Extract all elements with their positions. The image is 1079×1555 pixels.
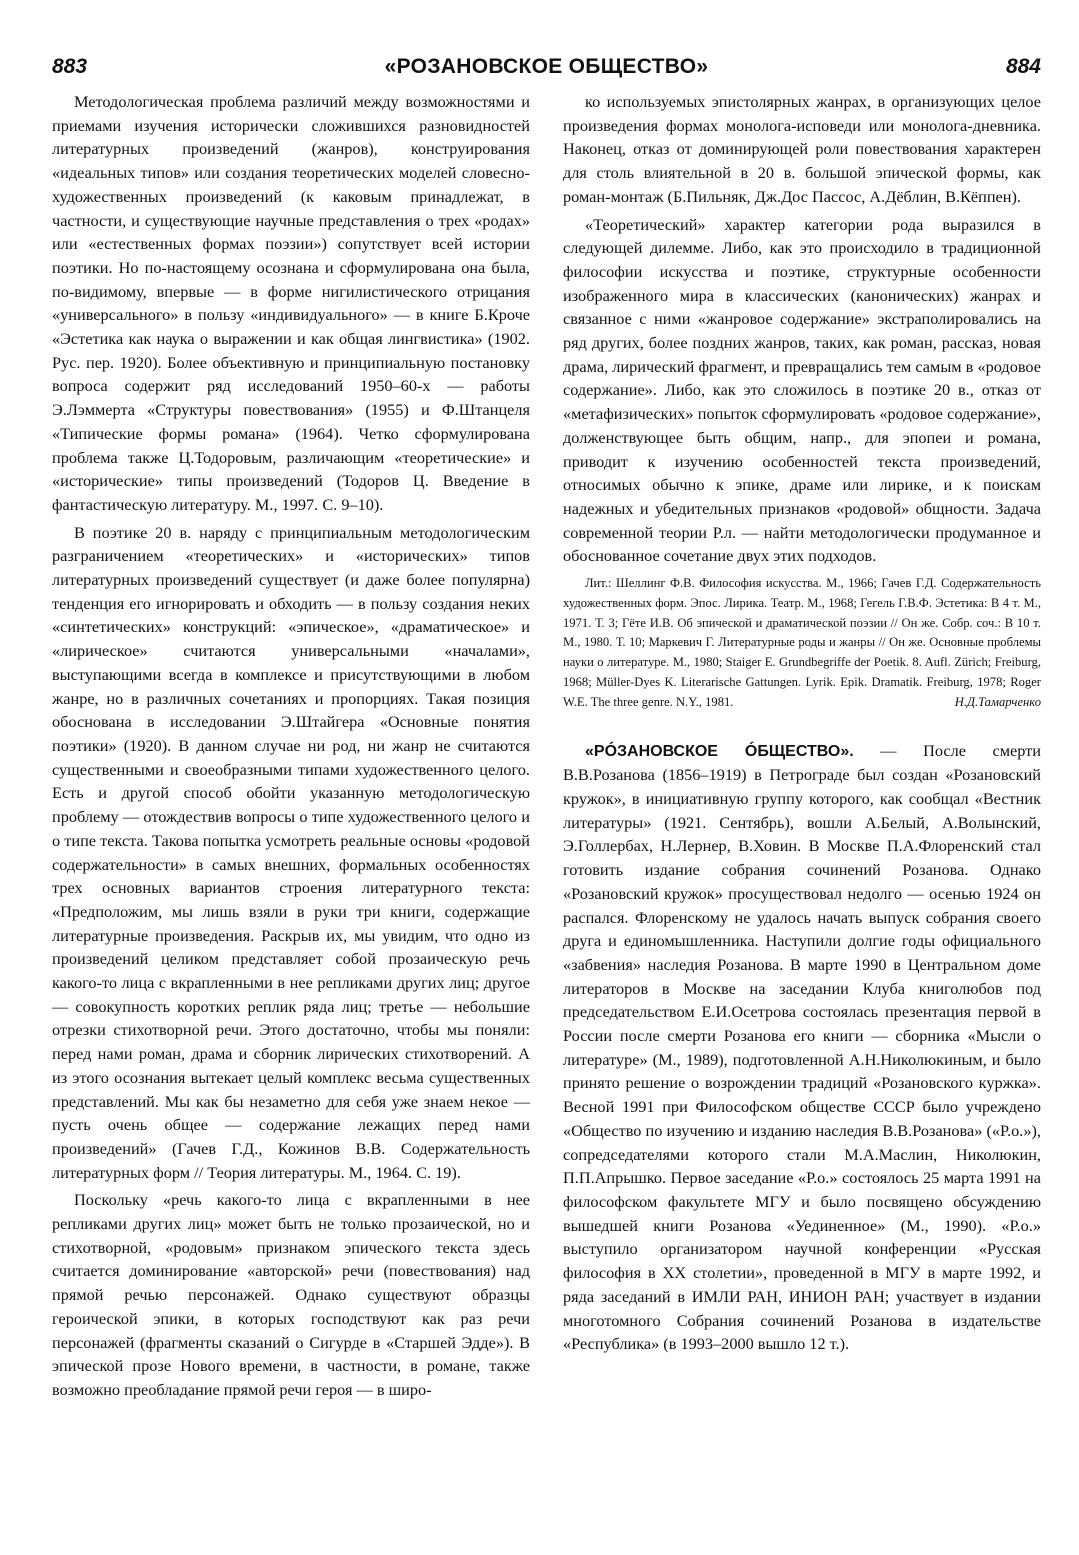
article-body: — После смерти В.В.Розанова (1856–1919) в Петрограде был создан «Розановский кружок», в инициативную группу которого, как сообщал «Вестник литературы» (1921. Сентябрь), вошли А.Белый, А.Волынский, Э.Голлербах, Н.Лернер, В.Ховин. В Москве П.А.Флоренский стал готовить издание собрания сочинений Розанова. Однако «Розановский кружок» просуществовал недолго — осенью 1924 он распался. Флоренскому не удалось начать выпуск собрания своего друга и единомышленника. Наступили долгие годы официального «забвения» наследия Розанова. В марте 1990 в Центральном доме литераторов в Москве на заседании Клуба книголюбов под председательством Е.И.Осетрова состоялась презентация первой в России после смерти Розанова его книги — сборника «Мысли о литературе» (М., 1989), подготовленной А.Н.Николюкиным, и было принято решение о возрождении традиций «Розановского куржка». Весной 1991 при Философском обществе СССР было учреждено «Общество по изучению и изданию наследия В.В.Розанова» («Р.о.»), сопредседателями которого стали М.А.Маслин, Николюкин, П.П.Апрышко. Первое заседание «Р.о.» состоялось 25 марта 1991 на философском факультете МГУ и было посвящено обсуждению вышедшей книги Розанова «Уединенное» (М., 1990). «Р.о.» выступило организатором научной конференции «Русская философия в XX столетии», проведенной в МГУ в марте 1992, и ряда заседаний в ИМЛИ РАН, ИНИОН РАН; участвует в издании многотомного Собрания сочинений Розанова в издательстве «Республика» (в 1993–2000 вышло 12 т.). <box>563 740 1042 1354</box>
article-entry <box>563 739 1041 1356</box>
right-column <box>563 90 1041 1402</box>
page-number-right: 884 <box>1005 55 1041 78</box>
article-headword: «РÓЗАНОВСКОЕ ÓБЩЕСТВО». <box>585 742 854 760</box>
page-number-left: 883 <box>52 55 88 78</box>
paragraph: «Теоретический» характер категории рода выразился в следующей дилемме. Либо, как это происходило в традиционной философии искусства и поэтике, структурные особенности изображенного мира в классических (канонических) жанрах и связанное с ними «жанровое содержание» экстраполировались на ряд других, более поздних жанров, таких, как роман, рассказ, новая драма, лирический фрагмент, и превращались тем самым в «родовое содержание». Либо, как это сложилось в поэтике 20 в., отказ от «метафизических» попыток сформулировать «родовое содержание», долженствующее быть общим, напр., для эпопеи и романа, приводит к изучению особенностей текста произведений, относимых обычно к эпике, драме или лирике, и к поискам надежных и убедительных признаков «родовой» общности. Задача современной теории Р.л. — найти методологически продуманное и обоснованное сочетание двух этих подходов. <box>563 214 1041 566</box>
references <box>563 574 1041 713</box>
paragraph: В поэтике 20 в. наряду с принципиальным методологическим разграничением «теоретических» и «исторических» типов литературных произведений существует (и даже более популярна) тенденция его игнорировать и обходить — в пользу создания неких «синтетических» конструкций: «эпическое», «драматическое» и «лирическое» считаются универсальными «началами», выступающими всегда в комплексе и присутствующими в любом жанре, но в различных сочетаниях и пропорциях. Такая позиция обоснована в исследовании Э.Штайгера «Основные понятия поэтики» (1920). В данном случае ни род, ни жанр не считаются существенными и своеобразными типами художественного целого. Есть и другой способ обойти указанную методологическую проблему — отождествив вопросы о типе художественного целого и о типе текста. Такова попытка усмотреть реальные основы «родовой содержательности» в самых внешних, формальных особенностях трех основных вариантов строения литературного текста: «Предположим, мы лишь взяли в руки три книги, содержащие литературные произведения. Раскрыв их, мы увидим, что одно из произведений целиком представляет собой прозаическую речь какого-то лица с вкрапленными в нее репликами других лиц; другое — совокупность коротких реплик ряда лиц; третье — небольшие отрезки стихотворной речи. Этого достаточно, чтобы мы поняли: перед нами роман, драма и сборник лирических стихотворений. А из этого осознания вытекает целый комплекс весьма существенных представлений. Мы как бы незаметно для себя уже знаем некое — пусть очень общее — содержание лежащих перед нами произведений» (Гачев Г.Д., Кожинов В.В. Содержательность литературных форм // Теория литературы. М., 1964. С. 19). <box>52 522 530 1182</box>
paragraph: Методологическая проблема различий между возможностями и приемами изучения исторически сложившихся разновидностей литературных произведений (жанров), конструирования «идеальных типов» или создания теоретических моделей словесно-художественных произведений (к каковым принадлежат, в частности, и существующие научные представления о трех «родах» или «естественных формах поэзии») сопутствует всей истории поэтики. Но по-настоящему осознана и сформулирована она была, по-видимому, впервые — в форме нигилистического отрицания «универсального» в пользу «индивидуального» — в книге Б.Кроче «Эстетика как наука о выражении и как общая лингвистика» (1902. Рус. пер. 1920). Более объективную и принципиальную постановку вопроса содержит ряд исследований 1950–60-х — работы Э.Лэммерта «Структуры повествования» (1955) и Ф.Штанцеля «Типические формы романа» (1964). Четко сформулирована проблема также Ц.Тодоровым, различающим «теоретические» и «исторические» типы произведений (Тодоров Ц. Введение в фантастическую литературу. М., 1997. С. 9–10). <box>52 92 530 514</box>
author-signature: Н.Д.Тамарченко <box>954 694 1041 709</box>
references-text: Лит.: Шеллинг Ф.В. Философия искусства. М., 1966; Гачев Г.Д. Содержательность художественных форм. Эпос. Лирика. Театр. М., 1968; Гегель Г.В.Ф. Эстетика: В 4 т. М., 1971. Т. 3; Гёте И.В. Об эпической и драматической поэзии // Он же. Собр. соч.: В 10 т. М., 1980. Т. 10; Маркевич Г. Литературные роды и жанры // Он же. Основные проблемы науки о литературе. М., 1980; Staiger E. Grundbegriffe der Poetik. 8. Aufl. Zürich; Freiburg, 1968; Müller-Dyes K. Literarische Gattungen. Lyrik. Epik. Dramatik. Freiburg, 1978; Roger W.E. The three genre. N.Y., 1981. <box>563 576 1041 709</box>
running-title: «РОЗАНОВСКОЕ ОБЩЕСТВО» <box>384 55 709 78</box>
left-column <box>52 90 530 1402</box>
paragraph: ко используемых эпистолярных жанрах, в организующих целое произведения формах монолога-исповеди или монолога-дневника. Наконец, отказ от доминирующей роли повествования характерен для столь влиятельной в 20 в. большой эпической формы, как роман-монтаж (Б.Пильняк, Дж.Дос Пассос, А.Дёблин, В.Кёппен). <box>563 92 1041 206</box>
paragraph: Поскольку «речь какого-то лица с вкрапленными в нее репликами других лиц» может быть не только прозаической, но и стихотворной, «родовым» признаком эпического текста здесь считается доминирование «авторской» речи (повествования) над прямой речью персонажей. Однако существуют образцы героической эпики, в которых господствуют как раз речи персонажей (фрагменты сказаний о Сигурде в «Старшей Эдде»). В эпической прозе Нового времени, в частности, в романе, также возможно преобладание прямой речи героя — в широ- <box>52 1190 530 1399</box>
page-header <box>52 55 1041 85</box>
text-columns <box>52 90 1041 1402</box>
